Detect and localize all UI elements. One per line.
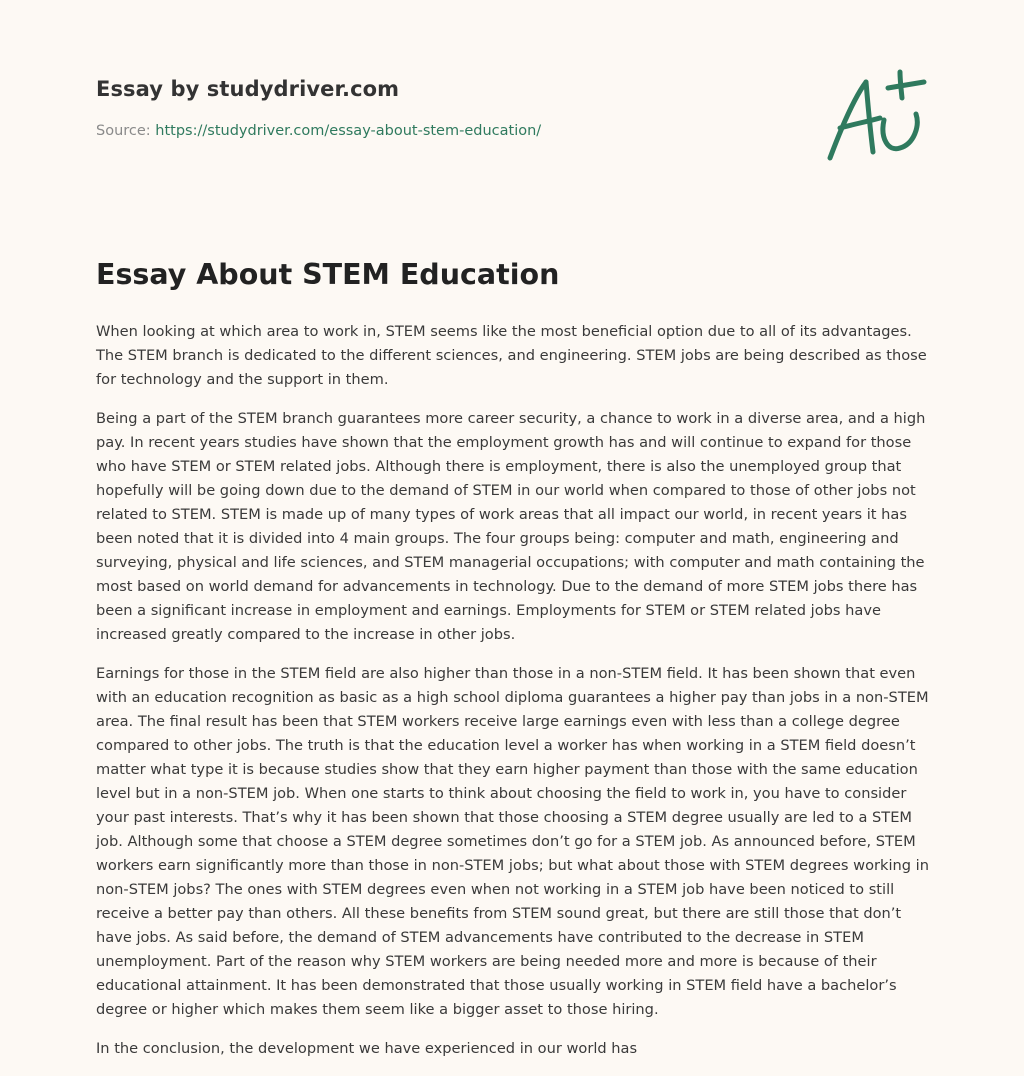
essay-paragraph: Earnings for those in the STEM field are also higher than those in a non-STEM field. It has been shown that even with an education recognition as basic as a high school diploma guarantees a higher pay than jobs in a non-STEM area. The final result has been that STEM workers receive large earnings even with less than a college degree compared to other jobs. The truth is that the education level a worker has when working in a STEM field doesn’t matter what type it is because studies show that they earn higher payment than those with the same education level but in a non-STEM job. When one starts to think about choosing the field to work in, you have to consider your past interests. That’s why it has been shown that those choosing a STEM degree usually are led to a STEM job. Although some that choose a STEM degree sometimes don’t go for a STEM job. As announced before, STEM workers earn significantly more than those in non-STEM jobs; but what about those with STEM degrees working in non-STEM jobs? The ones with STEM degrees even when not working in a STEM job have been noticed to still receive a better pay than others. All these benefits from STEM sound great, but there are still those that don’t have jobs. As said before, the demand of STEM advancements have contributed to the decrease in STEM unemployment. Part of the reason why STEM workers are being needed more and more is because of their educational attainment. It has been demonstrated that those usually working in STEM field have a bachelor’s degree or higher which makes them seem like a bigger asset to those hiring. <box>96 665 929 1018</box>
essay-paragraph: In the conclusion, the development we have experienced in our world has <box>96 1040 638 1057</box>
page-header <box>96 74 796 142</box>
essay-paragraph: Being a part of the STEM branch guarantees more career security, a chance to work in a diverse area, and a high pay. In recent years studies have shown that the employment growth has and will continue to expand for those who have STEM or STEM related jobs. Although there is employment, there is also the unemployed group that hopefully will be going down due to the demand of STEM in our world when compared to those of other jobs not related to STEM. STEM is made up of many types of work areas that all impact our world, in recent years it has been noted that it is divided into 4 main groups. The four groups being: computer and math, engineering and surveying, physical and life sciences, and STEM managerial occupations; with computer and math containing the most based on world demand for advancements in technology. Due to the demand of more STEM jobs there has been a significant increase in employment and earnings. Employments for STEM or STEM related jobs have increased greatly compared to the increase in other jobs. <box>96 410 926 643</box>
site-title: Essay by studydriver.com <box>96 77 400 101</box>
source-link[interactable]: https://studydriver.com/essay-about-stem-education/ <box>155 123 542 139</box>
source-line <box>96 120 796 142</box>
a-plus-logo-icon <box>820 66 930 166</box>
essay-title: Essay About STEM Education <box>96 258 560 291</box>
source-label: Source: <box>96 123 151 139</box>
essay-paragraph: When looking at which area to work in, STEM seems like the most beneficial option due to all of its advantages. The STEM branch is dedicated to the different sciences, and engineering. STEM jobs are being described as those for technology and the support in them. <box>96 323 927 388</box>
essay-content <box>96 256 932 1076</box>
